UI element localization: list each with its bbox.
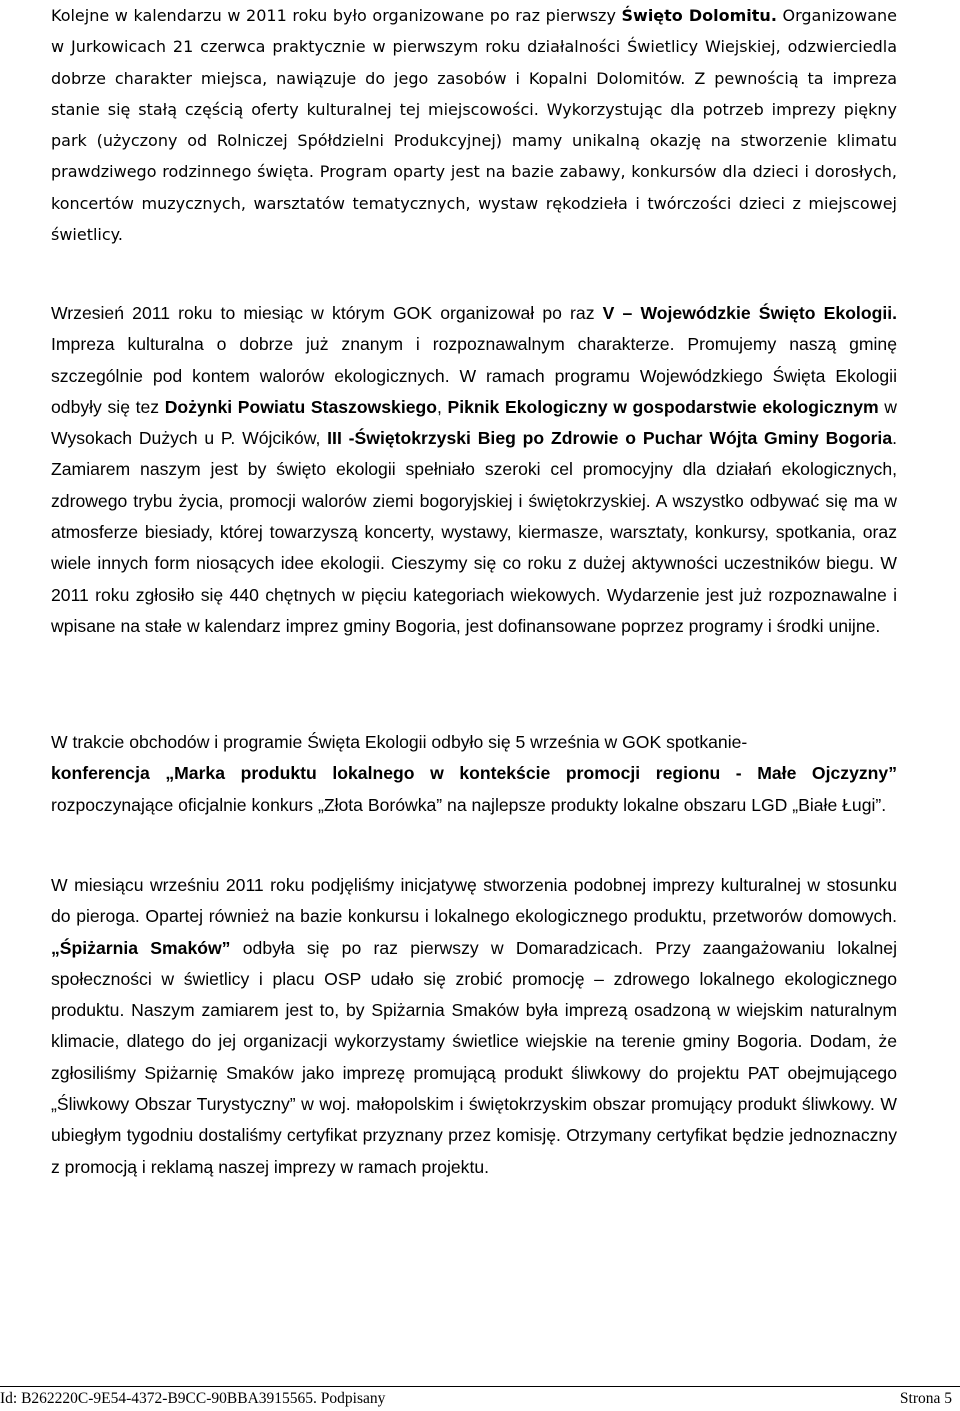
text-span: Wykorzystując dla potrzeb imprezy piękny park (użyczony od Rolniczej Spółdzielni Produkcyjnej) mamy unikalną okazję na stworzenie klimatu prawdziwego rodzinnego święta. Program oparty jest na bazie zabawy, konkursów dla dzieci i dorosłych, koncertów muzycznych, warsztatów tematycznych, wystaw rękodzieła i twórczości dzieci z miejscowej świetlicy.	[51, 99, 897, 245]
text-span: Impreza kulturalna o dobrze już znanym i rozpoznawalnym charakterze. Promujemy naszą gminę szczególnie pod kontem walorów ekologicznych. W ramach programu Wojewódzkiego Święta Ekologii odbyły się tez	[51, 334, 897, 417]
text-span: Organizowane w Jurkowicach 21 czerwca praktycznie w pierwszym roku działalności Świetlicy Wiejskiej, odzwierciedla dobrze charakter miejsca, nawiązuje do jego zasobów i Kopalni Dolomitów. Z pewnością ta impreza stanie się stałą częścią oferty kulturalnej tej miejscowości.	[51, 6, 897, 119]
bold-span: „Śpiżarnia Smaków”	[51, 937, 231, 958]
text-span: Wrzesień 2011 roku to miesiąc w którym GOK organizował po raz	[51, 303, 603, 323]
text-span: ,	[436, 396, 448, 417]
text-span: w Wysokach Dużych u P. Wójcików,	[51, 396, 898, 449]
paragraph-spizarnia-smakow	[51, 870, 897, 1183]
bold-span: konferencja „Marka produktu lokalnego w kontekście promocji regionu - Małe Ojczyzny”	[51, 763, 897, 784]
text-span: rozpoczynające oficjalnie konkurs „Złota Borówka” na najlepsze produkty lokalne obszaru LGD „Białe Ługi”.	[51, 794, 887, 815]
footer-divider	[0, 1386, 960, 1387]
text-span: odbyła się po raz pierwszy w Domaradzicach. Przy zaangażowaniu lokalnej społeczności w świetlicy i placu OSP udało się zrobić promocję – zdrowego lokalnego ekologicznego produktu. Naszym zamiarem jest to, by Spiżarnia Smaków była imprezą osadzoną w wiejskim naturalnym klimacie, dlatego do jej organizacji wykorzystamy świetlice wiejskie na terenie gminy Bogoria. Dodam, że zgłosiliśmy Spiżarnię Smaków jako imprezę promującą produkt śliwkowy do projektu PAT obejmującego „Śliwkowy Obszar Turystyczny” w woj. małopolskim i świętokrzyskim obszar promujący produkt śliwkowy. W ubiegłym tygodniu dostaliśmy certyfikat przyznany przez komisję. Otrzymany certyfikat będzie jednoznaczny z promocją i reklamą naszej imprezy w ramach projektu.	[51, 937, 897, 1177]
bold-span: Piknik Ekologiczny w gospodarstwie ekologicznym	[447, 396, 879, 417]
page-number: Strona 5	[899, 1390, 952, 1407]
bold-span: V – Wojewódzkie Święto Ekologii.	[602, 303, 897, 323]
bold-span: Dożynki Powiatu Staszowskiego	[164, 396, 437, 417]
paragraph-swieto-ekologii	[51, 298, 897, 642]
text-span: Kolejne w kalendarzu w 2011 roku było organizowane po raz pierwszy	[51, 6, 622, 25]
paragraph-swieto-dolomitu	[51, 0, 897, 250]
bold-span: III -Świętokrzyski Bieg po Zdrowie o Puchar Wójta Gminy Bogoria	[327, 428, 893, 449]
text-span: . Zamiarem naszym jest by święto ekologii spełniało szeroki cel promocyjny dla działań ekologicznych, zdrowego trybu życia, promocji walorów ziemi bogoryjskiej i świętokrzyskiej. A wszystko odbywać się ma w atmosferze biesiady, której towarzyszą koncerty, wystawy, kiermasze, warsztaty, konkursy, spotkania, oraz wiele innych form niosących idee ekologii. Cieszymy się co roku z dużej aktywności uczestników biegu. W 2011 roku zgłosiło się 440 chętnych w pięciu kategoriach wiekowych. Wydarzenie jest już rozpoznawalne i wpisane na stałe w kalendarz imprez gminy Bogoria, jest dofinansowane poprzez programy i środki unijne.	[51, 428, 897, 636]
bold-span: Święto Dolomitu.	[621, 6, 777, 25]
text-span: W trakcie obchodów i programie Święta Ekologii odbyło się 5 września w GOK spotkanie-	[51, 732, 748, 752]
document-id: Id: B262220C-9E54-4372-B9CC-90BBA3915565. Podpisany	[0, 1390, 386, 1407]
paragraph-konferencja	[51, 727, 897, 821]
text-span: W miesiącu wrześniu 2011 roku podjęliśmy inicjatywę stworzenia podobnej imprezy kulturalnej w stosunku do pieroga. Opartej również na bazie konkursu i lokalnego ekologicznego produktu, przetworów domowych.	[51, 875, 897, 927]
